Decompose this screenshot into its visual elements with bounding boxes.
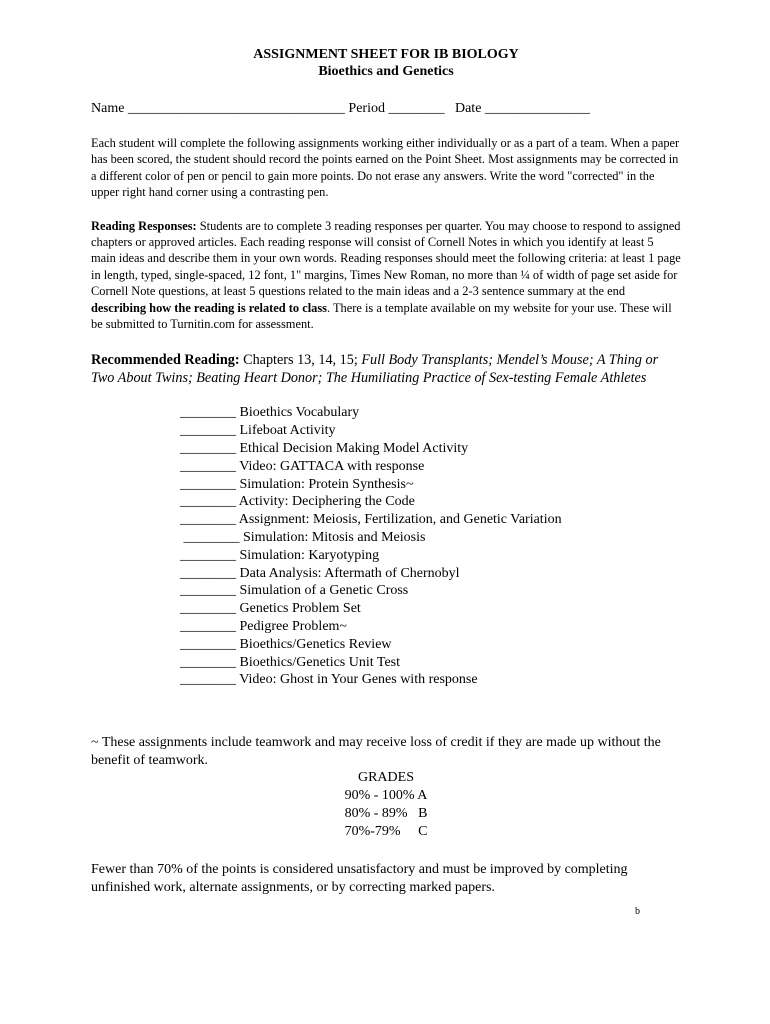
- list-item: [180, 547, 681, 565]
- recommended-reading-chapters: Chapters 13, 14, 15;: [239, 352, 362, 369]
- reading-responses-paragraph: [91, 218, 681, 333]
- score-blank: ________: [180, 565, 236, 581]
- score-blank: ________: [180, 654, 236, 670]
- list-item: [180, 493, 681, 511]
- grades-table: [91, 769, 681, 841]
- score-blank: ________: [180, 583, 236, 599]
- grades-heading: GRADES: [357, 770, 414, 786]
- list-item: [180, 600, 681, 618]
- reading-responses-text-1: Students are to complete 3 reading responses per quarter. You may choose to respond to assigned chapters or approved articles. Each reading response will consist of Cornell Notes in which you identify at least 5 main ideas and describe them in your own words. Reading responses should meet the following criteria: at least 1 page in length, typed, single-spaced, 12 font, 1" margins, Times New Roman, no more than ¼ of width of page set aside for Cornell Note questions, at least 5 questions related to the main ideas and a 2-3 sentence summary at the end: [91, 218, 681, 299]
- list-item: [180, 476, 681, 494]
- assignment-label: Video: GATTACA with response: [239, 458, 425, 474]
- grade-row: 70%-79% C: [344, 824, 428, 840]
- score-blank: ________: [180, 547, 236, 563]
- score-blank: ________: [180, 423, 236, 439]
- assignment-label: Bioethics/Genetics Unit Test: [239, 654, 401, 670]
- assignment-label: Simulation of a Genetic Cross: [239, 583, 409, 599]
- list-item: [180, 565, 681, 583]
- list-item: [180, 654, 681, 672]
- list-item: [180, 422, 681, 440]
- document-subtitle: Bioethics and Genetics: [318, 64, 454, 79]
- assignment-label: Simulation: Protein Synthesis~: [239, 476, 414, 492]
- assignment-label: Bioethics/Genetics Review: [239, 636, 392, 652]
- assignment-sheet: [91, 46, 681, 897]
- document-title: ASSIGNMENT SHEET FOR IB BIOLOGY: [253, 47, 519, 62]
- score-blank: ________: [180, 672, 236, 688]
- list-item: [180, 404, 681, 422]
- score-blank: ________: [180, 601, 236, 617]
- reading-responses-text-2: . There is a template available on my website for your use. These will be submitted to Turnitin.com for assessment.: [91, 300, 672, 332]
- closing-paragraph: Fewer than 70% of the points is considered unsatisfactory and must be improved by completing unfinished work, alternate assignments, or by correcting marked papers.: [91, 862, 628, 896]
- list-item: [180, 529, 681, 547]
- assignment-label: Data Analysis: Aftermath of Chernobyl: [239, 565, 460, 581]
- score-blank: ________: [180, 441, 236, 457]
- list-item: [180, 458, 681, 476]
- assignment-label: Video: Ghost in Your Genes with response: [239, 672, 478, 688]
- teamwork-note: ~ These assignments include teamwork and may receive loss of credit if they are made up without the benefit of teamwork.: [91, 735, 661, 768]
- grade-row: 90% - 100% A: [344, 788, 428, 804]
- assignment-label: Activity: Deciphering the Code: [238, 494, 415, 510]
- recommended-reading: [91, 351, 681, 387]
- reading-responses-bold: describing how the reading is related to class: [91, 300, 327, 315]
- assignment-label: Genetics Problem Set: [239, 601, 361, 617]
- score-blank: ________: [180, 636, 236, 652]
- intro-paragraph: Each student will complete the following assignments working either individually or as a part of a team. When a paper has been scored, the student should record the points earned on the Point Sheet. Most assignments may be corrected in a different color of pen or pencil to gain more points. Do not erase any answers. Write the word "corrected" in the upper right hand corner using a contrasting pen.: [91, 136, 680, 200]
- score-blank: ________: [180, 494, 236, 510]
- recommended-reading-titles: Full Body Transplants; Mendel’s Mouse; A Thing or Two About Twins; Beating Heart Donor; The Humiliating Practice of Sex-testing Female Athletes: [91, 352, 659, 387]
- assignment-label: Bioethics Vocabulary: [239, 405, 360, 421]
- list-item: [180, 440, 681, 458]
- grade-row: 80% - 89% B: [344, 806, 428, 822]
- list-item: [180, 671, 681, 689]
- score-blank: ________: [180, 458, 236, 474]
- list-item: [180, 511, 681, 529]
- student-info-line: Name _______________________________ Period ________ Date _______________: [91, 101, 590, 116]
- assignment-label: Simulation: Mitosis and Meiosis: [243, 530, 426, 546]
- assignment-label: Assignment: Meiosis, Fertilization, and Genetic Variation: [238, 512, 562, 528]
- assignment-label: Pedigree Problem~: [239, 619, 347, 635]
- list-item: [180, 582, 681, 600]
- assignment-label: Lifeboat Activity: [239, 423, 336, 439]
- assignment-checklist: [91, 404, 681, 689]
- score-blank: ________: [180, 476, 236, 492]
- recommended-reading-label: Recommended Reading:: [91, 352, 240, 369]
- list-item: [180, 618, 681, 636]
- reading-responses-label: Reading Responses:: [91, 218, 197, 233]
- score-blank: ________: [180, 512, 236, 528]
- assignment-label: Ethical Decision Making Model Activity: [239, 441, 469, 457]
- score-blank: ________: [180, 619, 236, 635]
- list-item: [180, 636, 681, 654]
- score-blank: ________: [180, 405, 236, 421]
- assignment-label: Simulation: Karyotyping: [239, 547, 380, 563]
- footer-mark: b: [635, 906, 640, 917]
- score-blank: ________: [180, 530, 240, 546]
